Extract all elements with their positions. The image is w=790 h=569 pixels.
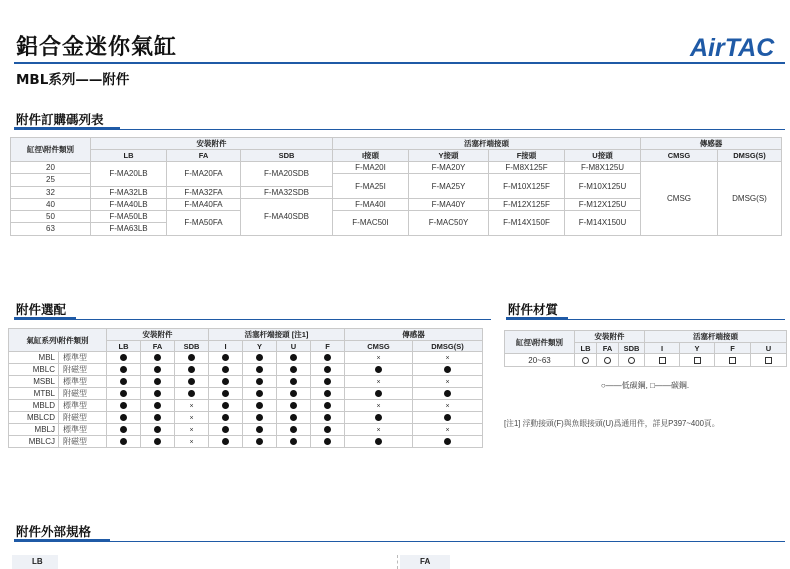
- material-cell: [575, 354, 597, 367]
- availability-cell: [209, 424, 243, 436]
- group-sensor-header: 傳感器: [345, 329, 483, 341]
- available-dot-icon: [444, 438, 451, 445]
- availability-cell: [107, 388, 141, 400]
- availability-cell: [243, 412, 277, 424]
- available-dot-icon: [188, 354, 195, 361]
- lb-cell: F-MA50LB: [91, 211, 167, 223]
- available-dot-icon: [120, 354, 127, 361]
- available-dot-icon: [120, 378, 127, 385]
- group-rod-end-header: 活塞杆端接頭 [注1]: [209, 329, 345, 341]
- page-subtitle: MBL系列——附件: [16, 72, 130, 88]
- group-rod-end-header: 活塞杆端接頭: [645, 331, 787, 343]
- availability-cell: [141, 388, 175, 400]
- selection-row: [9, 436, 483, 448]
- available-dot-icon: [290, 438, 297, 445]
- material-section-line: [506, 319, 785, 320]
- available-dot-icon: [154, 366, 161, 373]
- group-rod-end-header: 活塞杆端接頭: [333, 138, 641, 150]
- series-model-cell: MBL: [9, 352, 59, 364]
- f-joint-cell: F-M14X150F: [489, 211, 565, 236]
- available-dot-icon: [120, 414, 127, 421]
- bore-cell: 40: [11, 198, 91, 210]
- col-fa: FA: [141, 341, 175, 352]
- availability-cell: [311, 436, 345, 448]
- specs-section-line: [14, 541, 785, 542]
- bore-cell: 25: [11, 174, 91, 186]
- availability-cell: [107, 400, 141, 412]
- i-joint-cell: F-MA25I: [333, 174, 409, 199]
- unavailable-cross-icon: ×: [376, 379, 381, 386]
- availability-cell: [413, 400, 483, 412]
- available-dot-icon: [222, 390, 229, 397]
- available-dot-icon: [324, 426, 331, 433]
- low-carbon-steel-circle-icon: [582, 357, 589, 364]
- i-joint-cell: F-MA20I: [333, 162, 409, 174]
- series-model-cell: MSBL: [9, 376, 59, 388]
- material-section-title: 附件材質: [508, 302, 559, 317]
- material-cell: [619, 354, 645, 367]
- available-dot-icon: [120, 438, 127, 445]
- group-mount-header: 安裝附件: [91, 138, 333, 150]
- col-f-joint: F接頭: [489, 150, 565, 162]
- lb-cell: F-MA40LB: [91, 198, 167, 210]
- available-dot-icon: [154, 378, 161, 385]
- col-y-joint: Y接頭: [409, 150, 489, 162]
- page-title: 鋁合金迷你氣缸: [16, 35, 178, 60]
- available-dot-icon: [120, 426, 127, 433]
- f-joint-cell: F-M10X125F: [489, 174, 565, 199]
- group-mount-header: 安裝附件: [575, 331, 645, 343]
- selection-section-title: 附件選配: [16, 302, 67, 317]
- availability-cell: [413, 352, 483, 364]
- y-joint-cell: F-MAC50Y: [409, 211, 489, 236]
- carbon-steel-square-icon: [729, 357, 736, 364]
- selection-table-body: [9, 352, 483, 448]
- available-dot-icon: [256, 390, 263, 397]
- availability-cell: [209, 352, 243, 364]
- col-lb: LB: [91, 150, 167, 162]
- unavailable-cross-icon: ×: [189, 427, 194, 434]
- material-col-header: LB: [575, 343, 597, 354]
- available-dot-icon: [256, 402, 263, 409]
- available-dot-icon: [188, 378, 195, 385]
- availability-cell: [311, 364, 345, 376]
- selection-row: [9, 400, 483, 412]
- availability-cell: [209, 400, 243, 412]
- available-dot-icon: [222, 414, 229, 421]
- col-i: I: [209, 341, 243, 352]
- series-type-cell: 附磁型: [59, 388, 107, 400]
- order-section-line: [14, 129, 785, 130]
- series-type-cell: 附磁型: [59, 364, 107, 376]
- material-cell: [680, 354, 715, 367]
- bore-range-cell: 20~63: [505, 354, 575, 367]
- availability-cell: [311, 352, 345, 364]
- availability-cell: [311, 412, 345, 424]
- availability-cell: [141, 424, 175, 436]
- f-joint-cell: F-M12X125F: [489, 198, 565, 210]
- availability-cell: [175, 376, 209, 388]
- order-section-title: 附件訂購碼列表: [16, 112, 104, 127]
- u-joint-cell: F-M8X125U: [565, 162, 641, 174]
- availability-cell: [413, 412, 483, 424]
- available-dot-icon: [290, 378, 297, 385]
- availability-cell: [311, 388, 345, 400]
- col-u-joint: U接頭: [565, 150, 641, 162]
- availability-cell: [345, 424, 413, 436]
- availability-cell: [277, 364, 311, 376]
- y-joint-cell: F-MA25Y: [409, 174, 489, 199]
- available-dot-icon: [256, 378, 263, 385]
- availability-cell: [209, 436, 243, 448]
- series-model-cell: MBLD: [9, 400, 59, 412]
- available-dot-icon: [120, 390, 127, 397]
- sdb-cell: F-MA40SDB: [241, 198, 333, 235]
- series-type-cell: 標準型: [59, 352, 107, 364]
- availability-cell: [107, 376, 141, 388]
- available-dot-icon: [290, 402, 297, 409]
- availability-cell: [277, 424, 311, 436]
- availability-cell: [413, 376, 483, 388]
- availability-cell: [345, 388, 413, 400]
- material-cell: [597, 354, 619, 367]
- available-dot-icon: [222, 366, 229, 373]
- u-joint-cell: F-M10X125U: [565, 174, 641, 199]
- material-col-header: U: [751, 343, 787, 354]
- available-dot-icon: [324, 402, 331, 409]
- available-dot-icon: [222, 378, 229, 385]
- availability-cell: [345, 364, 413, 376]
- available-dot-icon: [154, 354, 161, 361]
- available-dot-icon: [222, 354, 229, 361]
- available-dot-icon: [256, 354, 263, 361]
- y-joint-cell: F-MA20Y: [409, 162, 489, 174]
- available-dot-icon: [375, 390, 382, 397]
- availability-cell: [345, 376, 413, 388]
- available-dot-icon: [154, 402, 161, 409]
- spec-tab-lb: LB: [12, 555, 58, 569]
- availability-cell: [141, 400, 175, 412]
- availability-cell: [141, 436, 175, 448]
- selection-row: [9, 412, 483, 424]
- fa-cell: F-MA20FA: [167, 162, 241, 187]
- unavailable-cross-icon: ×: [189, 403, 194, 410]
- availability-cell: [209, 388, 243, 400]
- material-col-header: F: [715, 343, 751, 354]
- availability-cell: [175, 436, 209, 448]
- available-dot-icon: [188, 390, 195, 397]
- availability-cell: [345, 352, 413, 364]
- unavailable-cross-icon: ×: [376, 355, 381, 362]
- availability-cell: [243, 352, 277, 364]
- available-dot-icon: [444, 366, 451, 373]
- available-dot-icon: [120, 402, 127, 409]
- available-dot-icon: [222, 402, 229, 409]
- available-dot-icon: [324, 378, 331, 385]
- available-dot-icon: [154, 390, 161, 397]
- availability-cell: [345, 400, 413, 412]
- availability-cell: [277, 376, 311, 388]
- material-col-header: SDB: [619, 343, 645, 354]
- availability-cell: [311, 400, 345, 412]
- available-dot-icon: [444, 414, 451, 421]
- unavailable-cross-icon: ×: [376, 403, 381, 410]
- col-dmsg: DMSG(S): [413, 341, 483, 352]
- series-model-cell: MTBL: [9, 388, 59, 400]
- availability-cell: [277, 352, 311, 364]
- availability-cell: [243, 400, 277, 412]
- availability-cell: [243, 424, 277, 436]
- footnote: [注1] 浮動接頭(F)與魚眼接頭(U)爲通用件，詳見P397~400頁。: [504, 419, 720, 428]
- series-type-cell: 附磁型: [59, 436, 107, 448]
- availability-cell: [107, 436, 141, 448]
- availability-cell: [311, 424, 345, 436]
- u-joint-cell: F-M12X125U: [565, 198, 641, 210]
- carbon-steel-square-icon: [765, 357, 772, 364]
- f-joint-cell: F-M8X125F: [489, 162, 565, 174]
- series-model-cell: MBLCD: [9, 412, 59, 424]
- available-dot-icon: [290, 354, 297, 361]
- series-type-cell: 附磁型: [59, 412, 107, 424]
- available-dot-icon: [375, 414, 382, 421]
- bore-cell: 32: [11, 186, 91, 198]
- available-dot-icon: [256, 438, 263, 445]
- availability-cell: [345, 412, 413, 424]
- available-dot-icon: [120, 366, 127, 373]
- i-joint-cell: F-MAC50I: [333, 211, 409, 236]
- available-dot-icon: [324, 354, 331, 361]
- availability-cell: [107, 412, 141, 424]
- availability-cell: [175, 388, 209, 400]
- unavailable-cross-icon: ×: [189, 439, 194, 446]
- material-row: [505, 354, 787, 367]
- low-carbon-steel-circle-icon: [604, 357, 611, 364]
- col-sdb: SDB: [241, 150, 333, 162]
- material-legend: ○——低碳鋼, □——碳鋼.: [600, 381, 690, 390]
- availability-cell: [277, 400, 311, 412]
- availability-cell: [141, 376, 175, 388]
- sdb-cell: F-MA20SDB: [241, 162, 333, 187]
- spec-tab-fa: FA: [400, 555, 450, 569]
- available-dot-icon: [222, 438, 229, 445]
- unavailable-cross-icon: ×: [445, 379, 450, 386]
- availability-cell: [141, 412, 175, 424]
- available-dot-icon: [290, 390, 297, 397]
- available-dot-icon: [290, 414, 297, 421]
- selection-row: [9, 376, 483, 388]
- selection-section-line: [14, 319, 491, 320]
- series-model-cell: MBLC: [9, 364, 59, 376]
- low-carbon-steel-circle-icon: [628, 357, 635, 364]
- available-dot-icon: [154, 414, 161, 421]
- u-joint-cell: F-M14X150U: [565, 211, 641, 236]
- series-model-cell: MBLJ: [9, 424, 59, 436]
- fa-cell: F-MA40FA: [167, 198, 241, 210]
- fa-cell: F-MA32FA: [167, 186, 241, 198]
- group-sensor-header: 傳感器: [641, 138, 782, 150]
- col-y: Y: [243, 341, 277, 352]
- availability-cell: [413, 436, 483, 448]
- corner-header: 缸徑\附件類別: [11, 138, 91, 162]
- availability-cell: [345, 436, 413, 448]
- material-col-header: I: [645, 343, 680, 354]
- corner-header: 氣缸系列\附件類別: [9, 329, 107, 352]
- col-f: F: [311, 341, 345, 352]
- carbon-steel-square-icon: [659, 357, 666, 364]
- available-dot-icon: [222, 426, 229, 433]
- available-dot-icon: [290, 366, 297, 373]
- unavailable-cross-icon: ×: [445, 403, 450, 410]
- available-dot-icon: [375, 438, 382, 445]
- availability-cell: [413, 388, 483, 400]
- material-table: [504, 330, 787, 367]
- available-dot-icon: [154, 426, 161, 433]
- col-fa: FA: [167, 150, 241, 162]
- col-i-joint: I接頭: [333, 150, 409, 162]
- unavailable-cross-icon: ×: [445, 355, 450, 362]
- availability-cell: [141, 352, 175, 364]
- availability-cell: [413, 424, 483, 436]
- unavailable-cross-icon: ×: [376, 427, 381, 434]
- spec-divider: [397, 555, 398, 569]
- lb-cell: F-MA63LB: [91, 223, 167, 235]
- bore-cell: 20: [11, 162, 91, 174]
- available-dot-icon: [324, 366, 331, 373]
- i-joint-cell: F-MA40I: [333, 198, 409, 210]
- corner-header: 缸徑\附件類別: [505, 331, 575, 354]
- col-lb: LB: [107, 341, 141, 352]
- specs-section-title: 附件外部規格: [16, 524, 92, 539]
- available-dot-icon: [256, 366, 263, 373]
- dmsg-cell: DMSG(S): [718, 162, 782, 236]
- bore-cell: 63: [11, 223, 91, 235]
- carbon-steel-square-icon: [694, 357, 701, 364]
- material-cell: [645, 354, 680, 367]
- material-col-header: Y: [680, 343, 715, 354]
- availability-cell: [243, 364, 277, 376]
- availability-cell: [277, 412, 311, 424]
- availability-cell: [107, 424, 141, 436]
- fa-cell: F-MA50FA: [167, 211, 241, 236]
- lb-cell: F-MA32LB: [91, 186, 167, 198]
- availability-cell: [175, 352, 209, 364]
- series-type-cell: 標準型: [59, 376, 107, 388]
- availability-cell: [141, 364, 175, 376]
- available-dot-icon: [324, 438, 331, 445]
- availability-cell: [107, 364, 141, 376]
- lb-cell: F-MA20LB: [91, 162, 167, 187]
- available-dot-icon: [154, 438, 161, 445]
- series-type-cell: 標準型: [59, 424, 107, 436]
- availability-cell: [209, 412, 243, 424]
- availability-cell: [413, 364, 483, 376]
- unavailable-cross-icon: ×: [189, 415, 194, 422]
- availability-cell: [277, 388, 311, 400]
- availability-cell: [243, 388, 277, 400]
- availability-cell: [107, 352, 141, 364]
- selection-table: [8, 328, 483, 448]
- available-dot-icon: [188, 366, 195, 373]
- bore-cell: 50: [11, 211, 91, 223]
- availability-cell: [175, 424, 209, 436]
- series-type-cell: 標準型: [59, 400, 107, 412]
- availability-cell: [175, 400, 209, 412]
- available-dot-icon: [324, 390, 331, 397]
- available-dot-icon: [444, 390, 451, 397]
- available-dot-icon: [375, 366, 382, 373]
- col-u: U: [277, 341, 311, 352]
- available-dot-icon: [256, 414, 263, 421]
- sdb-cell: F-MA32SDB: [241, 186, 333, 198]
- selection-row: [9, 424, 483, 436]
- col-cmsg: CMSG: [345, 341, 413, 352]
- availability-cell: [243, 376, 277, 388]
- group-mount-header: 安裝附件: [107, 329, 209, 341]
- col-cmsg: CMSG: [641, 150, 718, 162]
- availability-cell: [277, 436, 311, 448]
- material-cell: [751, 354, 787, 367]
- brand-logo: AirTAC: [690, 34, 775, 62]
- col-sdb: SDB: [175, 341, 209, 352]
- series-model-cell: MBLCJ: [9, 436, 59, 448]
- unavailable-cross-icon: ×: [445, 427, 450, 434]
- material-cell: [715, 354, 751, 367]
- availability-cell: [243, 436, 277, 448]
- order-code-table: [10, 137, 782, 236]
- selection-row: [9, 364, 483, 376]
- cmsg-cell: CMSG: [641, 162, 718, 236]
- selection-row: [9, 388, 483, 400]
- col-dmsg: DMSG(S): [718, 150, 782, 162]
- available-dot-icon: [324, 414, 331, 421]
- availability-cell: [175, 364, 209, 376]
- available-dot-icon: [256, 426, 263, 433]
- selection-row: [9, 352, 483, 364]
- available-dot-icon: [290, 426, 297, 433]
- title-divider: [14, 62, 785, 64]
- availability-cell: [175, 412, 209, 424]
- availability-cell: [311, 376, 345, 388]
- availability-cell: [209, 376, 243, 388]
- y-joint-cell: F-MA40Y: [409, 198, 489, 210]
- material-col-header: FA: [597, 343, 619, 354]
- availability-cell: [209, 364, 243, 376]
